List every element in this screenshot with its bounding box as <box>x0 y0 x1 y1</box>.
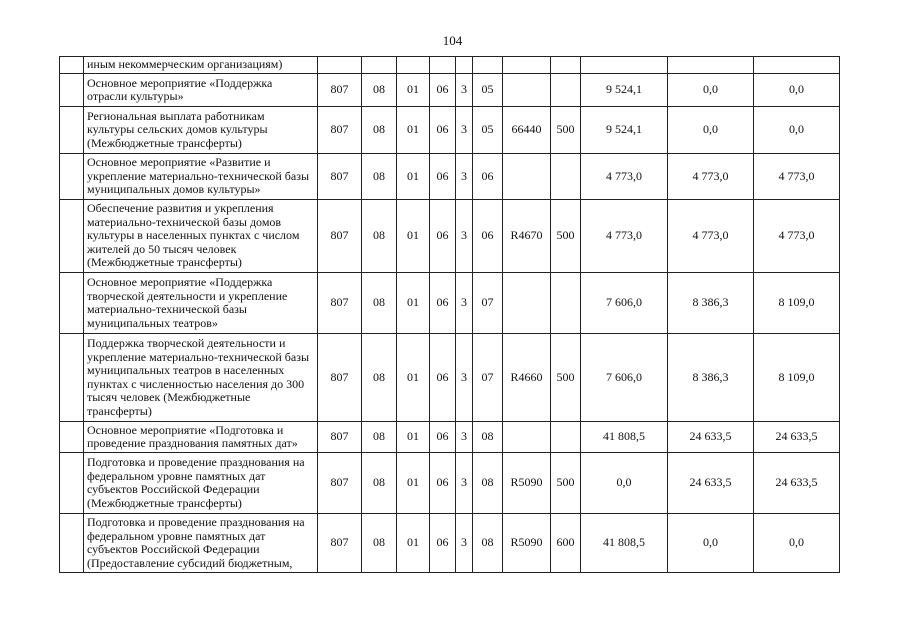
subprogram-code-cell: 3 <box>456 273 473 334</box>
item-name-cell: Подготовка и проведение празднования на федеральном уровне памятных дат субъектов Российской Федерации (Межбюджетные трансферты) <box>84 453 318 514</box>
program-code-cell <box>430 57 456 74</box>
expense-type-cell: 500 <box>551 334 581 422</box>
amount-year-2-cell: 8 386,3 <box>668 334 754 422</box>
direction-code-cell: R4670 <box>503 200 551 273</box>
program-code-cell: 06 <box>430 200 456 273</box>
program-code-cell: 06 <box>430 453 456 514</box>
row-spacer-cell <box>60 74 84 107</box>
amount-year-1-cell: 9 524,1 <box>581 107 668 154</box>
amount-year-3-cell: 0,0 <box>754 74 840 107</box>
amount-year-3-cell: 24 633,5 <box>754 422 840 453</box>
amount-year-3-cell: 8 109,0 <box>754 334 840 422</box>
table-row <box>60 273 840 334</box>
item-name-cell: Региональная выплата работникам культуры сельских домов культуры (Межбюджетные трансферты) <box>84 107 318 154</box>
amount-year-1-cell: 0,0 <box>581 453 668 514</box>
section-code-cell: 08 <box>362 74 397 107</box>
direction-code-cell <box>503 57 551 74</box>
event-code-cell: 08 <box>473 514 503 573</box>
subsection-code-cell: 01 <box>397 74 430 107</box>
amount-year-2-cell: 24 633,5 <box>668 422 754 453</box>
amount-year-3-cell <box>754 57 840 74</box>
amount-year-2-cell: 0,0 <box>668 514 754 573</box>
subsection-code-cell: 01 <box>397 334 430 422</box>
program-code-cell: 06 <box>430 422 456 453</box>
direction-code-cell: R5090 <box>503 514 551 573</box>
subsection-code-cell: 01 <box>397 514 430 573</box>
row-spacer-cell <box>60 200 84 273</box>
amount-year-2-cell: 4 773,0 <box>668 200 754 273</box>
program-code-cell: 06 <box>430 514 456 573</box>
event-code-cell: 07 <box>473 273 503 334</box>
section-code-cell: 08 <box>362 273 397 334</box>
subsection-code-cell <box>397 57 430 74</box>
subsection-code-cell: 01 <box>397 453 430 514</box>
subprogram-code-cell: 3 <box>456 514 473 573</box>
amount-year-2-cell: 0,0 <box>668 74 754 107</box>
expense-type-cell <box>551 422 581 453</box>
program-code-cell: 06 <box>430 107 456 154</box>
row-spacer-cell <box>60 422 84 453</box>
amount-year-1-cell: 4 773,0 <box>581 154 668 200</box>
budget-table <box>59 56 840 573</box>
event-code-cell <box>473 57 503 74</box>
subprogram-code-cell <box>456 57 473 74</box>
row-spacer-cell <box>60 107 84 154</box>
amount-year-2-cell: 24 633,5 <box>668 453 754 514</box>
table-row <box>60 57 840 74</box>
item-name-cell: Подготовка и проведение празднования на федеральном уровне памятных дат субъектов Российской Федерации (Предоставление субсидий бюджетным, <box>84 514 318 573</box>
item-name-cell: Основное мероприятие «Поддержка творческой деятельности и укрепление материально-технической базы муниципальных театров» <box>84 273 318 334</box>
amount-year-3-cell: 4 773,0 <box>754 200 840 273</box>
direction-code-cell <box>503 74 551 107</box>
direction-code-cell <box>503 422 551 453</box>
gr-code-cell: 807 <box>318 74 362 107</box>
section-code-cell: 08 <box>362 107 397 154</box>
subprogram-code-cell: 3 <box>456 107 473 154</box>
gr-code-cell: 807 <box>318 273 362 334</box>
row-spacer-cell <box>60 154 84 200</box>
section-code-cell: 08 <box>362 453 397 514</box>
program-code-cell: 06 <box>430 74 456 107</box>
event-code-cell: 06 <box>473 200 503 273</box>
section-code-cell: 08 <box>362 514 397 573</box>
amount-year-2-cell <box>668 57 754 74</box>
subsection-code-cell: 01 <box>397 200 430 273</box>
item-name-cell: Основное мероприятие «Развитие и укрепление материально-технической базы муниципальных домов культуры» <box>84 154 318 200</box>
item-name-cell: иным некоммерческим организациям) <box>84 57 318 74</box>
amount-year-1-cell <box>581 57 668 74</box>
subprogram-code-cell: 3 <box>456 200 473 273</box>
direction-code-cell: R4660 <box>503 334 551 422</box>
event-code-cell: 07 <box>473 334 503 422</box>
direction-code-cell <box>503 154 551 200</box>
amount-year-3-cell: 4 773,0 <box>754 154 840 200</box>
program-code-cell: 06 <box>430 334 456 422</box>
row-spacer-cell <box>60 453 84 514</box>
expense-type-cell: 600 <box>551 514 581 573</box>
event-code-cell: 08 <box>473 422 503 453</box>
section-code-cell: 08 <box>362 200 397 273</box>
expense-type-cell <box>551 154 581 200</box>
table-body <box>60 57 840 573</box>
page-number: 104 <box>442 33 463 48</box>
amount-year-3-cell: 0,0 <box>754 514 840 573</box>
expense-type-cell <box>551 273 581 334</box>
table-row <box>60 334 840 422</box>
event-code-cell: 05 <box>473 107 503 154</box>
subsection-code-cell: 01 <box>397 154 430 200</box>
subprogram-code-cell: 3 <box>456 422 473 453</box>
amount-year-2-cell: 0,0 <box>668 107 754 154</box>
amount-year-1-cell: 4 773,0 <box>581 200 668 273</box>
subprogram-code-cell: 3 <box>456 74 473 107</box>
amount-year-1-cell: 7 606,0 <box>581 273 668 334</box>
subsection-code-cell: 01 <box>397 273 430 334</box>
amount-year-1-cell: 9 524,1 <box>581 74 668 107</box>
section-code-cell: 08 <box>362 422 397 453</box>
item-name-cell: Поддержка творческой деятельности и укрепление материально-технической базы муниципальных театров в населенных пунктах с численностью населения до 300 тысяч человек (Межбюджетные трансферты) <box>84 334 318 422</box>
event-code-cell: 08 <box>473 453 503 514</box>
row-spacer-cell <box>60 57 84 74</box>
amount-year-3-cell: 0,0 <box>754 107 840 154</box>
table-row <box>60 74 840 107</box>
section-code-cell: 08 <box>362 334 397 422</box>
item-name-cell: Основное мероприятие «Поддержка отрасли культуры» <box>84 74 318 107</box>
expense-type-cell: 500 <box>551 200 581 273</box>
table-row <box>60 422 840 453</box>
subprogram-code-cell: 3 <box>456 453 473 514</box>
row-spacer-cell <box>60 273 84 334</box>
gr-code-cell: 807 <box>318 422 362 453</box>
expense-type-cell <box>551 74 581 107</box>
table-row <box>60 200 840 273</box>
expense-type-cell: 500 <box>551 453 581 514</box>
subprogram-code-cell: 3 <box>456 334 473 422</box>
amount-year-1-cell: 7 606,0 <box>581 334 668 422</box>
table-row <box>60 107 840 154</box>
table-row <box>60 514 840 573</box>
amount-year-3-cell: 24 633,5 <box>754 453 840 514</box>
direction-code-cell: 66440 <box>503 107 551 154</box>
subprogram-code-cell: 3 <box>456 154 473 200</box>
gr-code-cell: 807 <box>318 107 362 154</box>
table-row <box>60 453 840 514</box>
direction-code-cell: R5090 <box>503 453 551 514</box>
expense-type-cell: 500 <box>551 107 581 154</box>
item-name-cell: Основное мероприятие «Подготовка и проведение празднования памятных дат» <box>84 422 318 453</box>
gr-code-cell: 807 <box>318 200 362 273</box>
gr-code-cell: 807 <box>318 154 362 200</box>
gr-code-cell: 807 <box>318 514 362 573</box>
section-code-cell <box>362 57 397 74</box>
subsection-code-cell: 01 <box>397 107 430 154</box>
event-code-cell: 05 <box>473 74 503 107</box>
amount-year-3-cell: 8 109,0 <box>754 273 840 334</box>
event-code-cell: 06 <box>473 154 503 200</box>
program-code-cell: 06 <box>430 273 456 334</box>
gr-code-cell: 807 <box>318 453 362 514</box>
amount-year-2-cell: 8 386,3 <box>668 273 754 334</box>
direction-code-cell <box>503 273 551 334</box>
amount-year-1-cell: 41 808,5 <box>581 514 668 573</box>
expense-type-cell <box>551 57 581 74</box>
table-row <box>60 154 840 200</box>
program-code-cell: 06 <box>430 154 456 200</box>
gr-code-cell <box>318 57 362 74</box>
item-name-cell: Обеспечение развития и укрепления материально-технической базы домов культуры в населенных пунктах с числом жителей до 50 тысяч человек (Межбюджетные трансферты) <box>84 200 318 273</box>
subsection-code-cell: 01 <box>397 422 430 453</box>
amount-year-2-cell: 4 773,0 <box>668 154 754 200</box>
gr-code-cell: 807 <box>318 334 362 422</box>
row-spacer-cell <box>60 514 84 573</box>
section-code-cell: 08 <box>362 154 397 200</box>
amount-year-1-cell: 41 808,5 <box>581 422 668 453</box>
row-spacer-cell <box>60 334 84 422</box>
